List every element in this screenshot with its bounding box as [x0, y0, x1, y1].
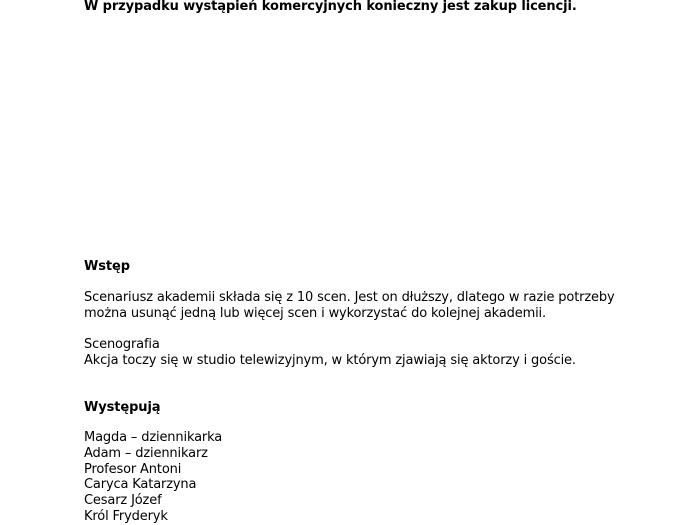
cast-member: Magda – dziennikarka [84, 430, 223, 445]
scenography-label: Scenografia [84, 337, 160, 352]
scenography-text: Akcja toczy się w studio telewizyjnym, w którym zjawiają się aktorzy i goście. [84, 353, 576, 368]
license-notice: W przypadku wystąpień komercyjnych konieczny jest zakup licencji. [84, 0, 577, 14]
cast-member: Caryca Katarzyna [84, 477, 197, 493]
intro-heading: Wstęp [84, 259, 130, 274]
cast-member: Profesor Antoni [84, 461, 182, 477]
cast-heading: Występują [84, 400, 161, 415]
cast-member: Adam – dziennikarz [84, 445, 208, 461]
cast-member: Król Fryderyk [84, 508, 168, 524]
cast-member: Cesarz Józef [84, 493, 162, 509]
intro-paragraph-line-2: można usunąć jedną lub więcej scen i wykorzystać do kolejnej akademii. [84, 306, 547, 321]
cast-list [84, 430, 222, 525]
intro-paragraph-line-1: Scenariusz akademii składa się z 10 scen. Jest on dłuższy, dlatego w razie potrzeby [84, 290, 615, 305]
